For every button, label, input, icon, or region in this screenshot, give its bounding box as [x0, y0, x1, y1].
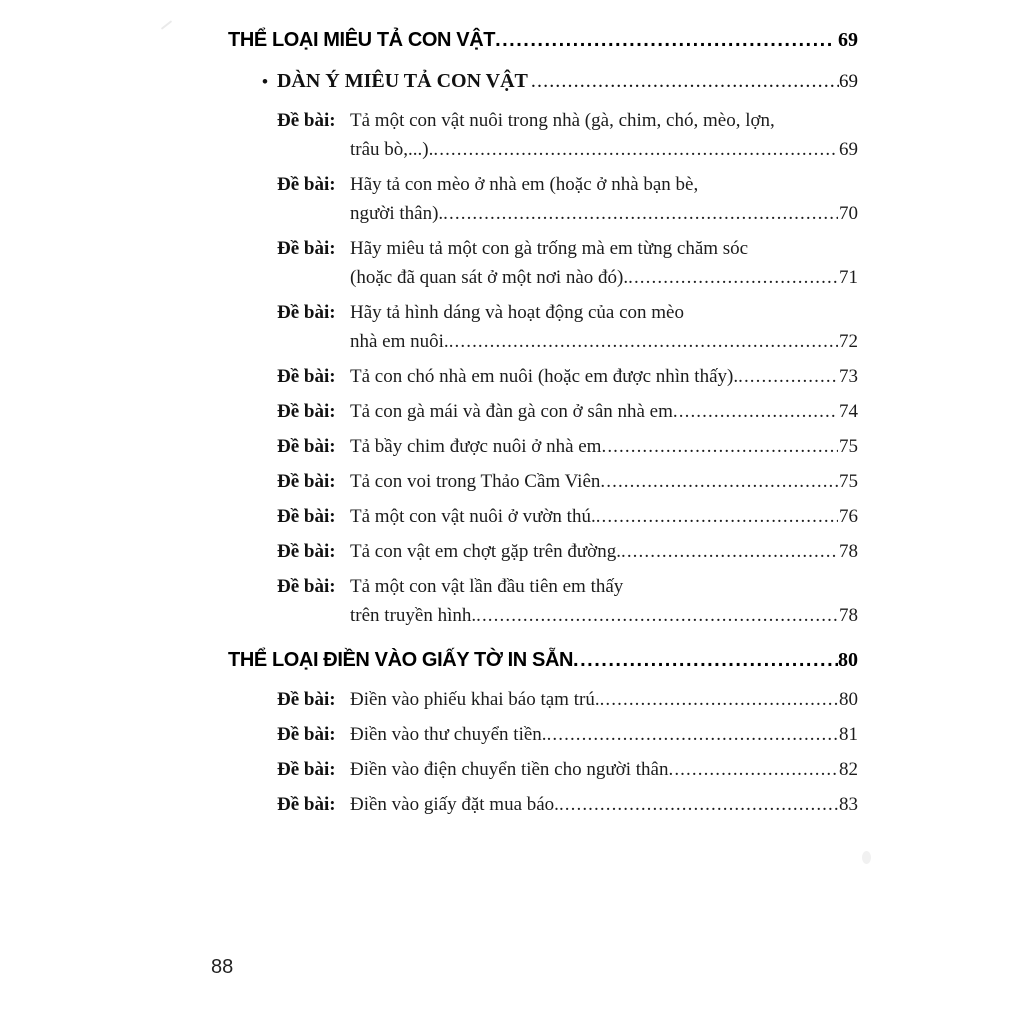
page-number: 69 [838, 29, 858, 51]
toc-entry [228, 298, 858, 356]
toc-entry [228, 397, 858, 426]
entry-label: Đề bài: [277, 401, 336, 422]
entry-text: Tả một con vật nuôi trong nhà (gà, chim, chó, mèo, lợn, [350, 110, 775, 131]
entry-text: Điền vào thư chuyển tiền. [350, 724, 547, 745]
entry-text: Tả bầy chim được nuôi ở nhà em [350, 436, 602, 457]
page-number: 81 [839, 724, 858, 745]
toc-entry [228, 234, 858, 292]
entry-text: Điền vào điện chuyển tiền cho người thân [350, 759, 669, 780]
entry-text: Tả một con vật lần đầu tiên em thấy [350, 576, 624, 597]
entry-text: nhà em nuôi. [350, 331, 449, 352]
entry-label: Đề bài: [277, 238, 336, 259]
entry-label: Đề bài: [277, 541, 336, 562]
toc-entry [228, 790, 858, 819]
entry-text: trâu bò,...). [350, 139, 434, 160]
page-number: 69 [839, 71, 858, 92]
page-number: 71 [839, 267, 858, 288]
dot-leader [476, 601, 838, 630]
page-number: 80 [838, 649, 858, 671]
section-heading-dien-vao-giay-to [228, 646, 858, 675]
section-title: THỂ LOẠI ĐIỀN VÀO GIẤY TỜ IN SẴN [228, 649, 574, 671]
page-number: 78 [839, 541, 858, 562]
entry-text: Hãy tả hình dáng và hoạt động của con mèo [350, 302, 684, 323]
dot-leader [738, 362, 838, 391]
toc-entry [228, 755, 858, 784]
toc-entry [228, 537, 858, 566]
page-number: 83 [839, 794, 858, 815]
entry-text: trên truyền hình. [350, 605, 477, 626]
dot-leader [673, 397, 838, 426]
dot-leader [628, 263, 838, 292]
toc-entry [228, 572, 858, 630]
dot-leader [596, 502, 838, 531]
page-number: 72 [839, 331, 858, 352]
entry-text: Tả con vật em chợt gặp trên đường. [350, 541, 621, 562]
entry-label: Đề bài: [277, 576, 336, 597]
dot-leader [600, 467, 838, 496]
dot-leader [433, 135, 838, 164]
toc-entry [228, 362, 858, 391]
dot-leader [559, 790, 838, 819]
page-number: 73 [839, 366, 858, 387]
entry-label: Đề bài: [277, 506, 336, 527]
entry-label: Đề bài: [277, 366, 336, 387]
entry-label: Đề bài: [277, 110, 336, 131]
entry-label: Đề bài: [277, 174, 336, 195]
dot-leader [573, 646, 838, 675]
toc-entry [228, 467, 858, 496]
dot-leader [621, 537, 838, 566]
page-number: 76 [839, 506, 858, 527]
entry-text: Điền vào giấy đặt mua báo. [350, 794, 559, 815]
entry-text: Tả con voi trong Thảo Cầm Viên [350, 471, 601, 492]
entry-text: Tả một con vật nuôi ở vườn thú. [350, 506, 596, 527]
entry-label: Đề bài: [277, 689, 336, 710]
dot-leader [668, 755, 838, 784]
entry-text: (hoặc đã quan sát ở một nơi nào đó). [350, 267, 629, 288]
toc-entry [228, 720, 858, 749]
entry-label: Đề bài: [277, 759, 336, 780]
entry-text: Tả con chó nhà em nuôi (hoặc em được nhìn thấy). [350, 366, 739, 387]
page-number: 80 [839, 689, 858, 710]
toc-entry [228, 685, 858, 714]
toc-entry [228, 502, 858, 531]
entry-label: Đề bài: [277, 794, 336, 815]
page-number: 69 [839, 139, 858, 160]
dot-leader [600, 685, 838, 714]
entry-label: Đề bài: [277, 724, 336, 745]
page-number: 75 [839, 436, 858, 457]
dot-leader [531, 67, 839, 96]
page-number: 74 [839, 401, 858, 422]
toc-entry [228, 106, 858, 164]
bullet-icon: • [262, 72, 268, 91]
entry-text: Tả con gà mái và đàn gà con ở sân nhà em [350, 401, 673, 422]
entry-label: Đề bài: [277, 302, 336, 323]
toc-entry [228, 432, 858, 461]
section-title: THỂ LOẠI MIÊU TẢ CON VẬT [228, 29, 496, 51]
entry-text: Điền vào phiếu khai báo tạm trú. [350, 689, 600, 710]
scan-artifact [161, 20, 172, 30]
page-number: 70 [839, 203, 858, 224]
entry-text: Hãy tả con mèo ở nhà em (hoặc ở nhà bạn bè, [350, 174, 699, 195]
subsection-heading-dan-y [228, 67, 858, 96]
table-of-contents [228, 26, 858, 819]
footer-page-number: 88 [211, 956, 234, 978]
page-number: 75 [839, 471, 858, 492]
entry-text: người thân). [350, 203, 444, 224]
dot-leader [495, 26, 832, 55]
scan-artifact [862, 851, 871, 864]
subsection-title: DÀN Ý MIÊU TẢ CON VẬT [276, 70, 528, 92]
dot-leader [547, 720, 838, 749]
entry-label: Đề bài: [277, 471, 336, 492]
dot-leader [449, 327, 838, 356]
section-heading-mieu-ta-con-vat [228, 26, 858, 55]
toc-entry [228, 170, 858, 228]
page-number: 78 [839, 605, 858, 626]
dot-leader [601, 432, 838, 461]
page-number: 82 [839, 759, 858, 780]
entry-label: Đề bài: [277, 436, 336, 457]
entry-text: Hãy miêu tả một con gà trống mà em từng chăm sóc [350, 238, 749, 259]
dot-leader [443, 199, 838, 228]
